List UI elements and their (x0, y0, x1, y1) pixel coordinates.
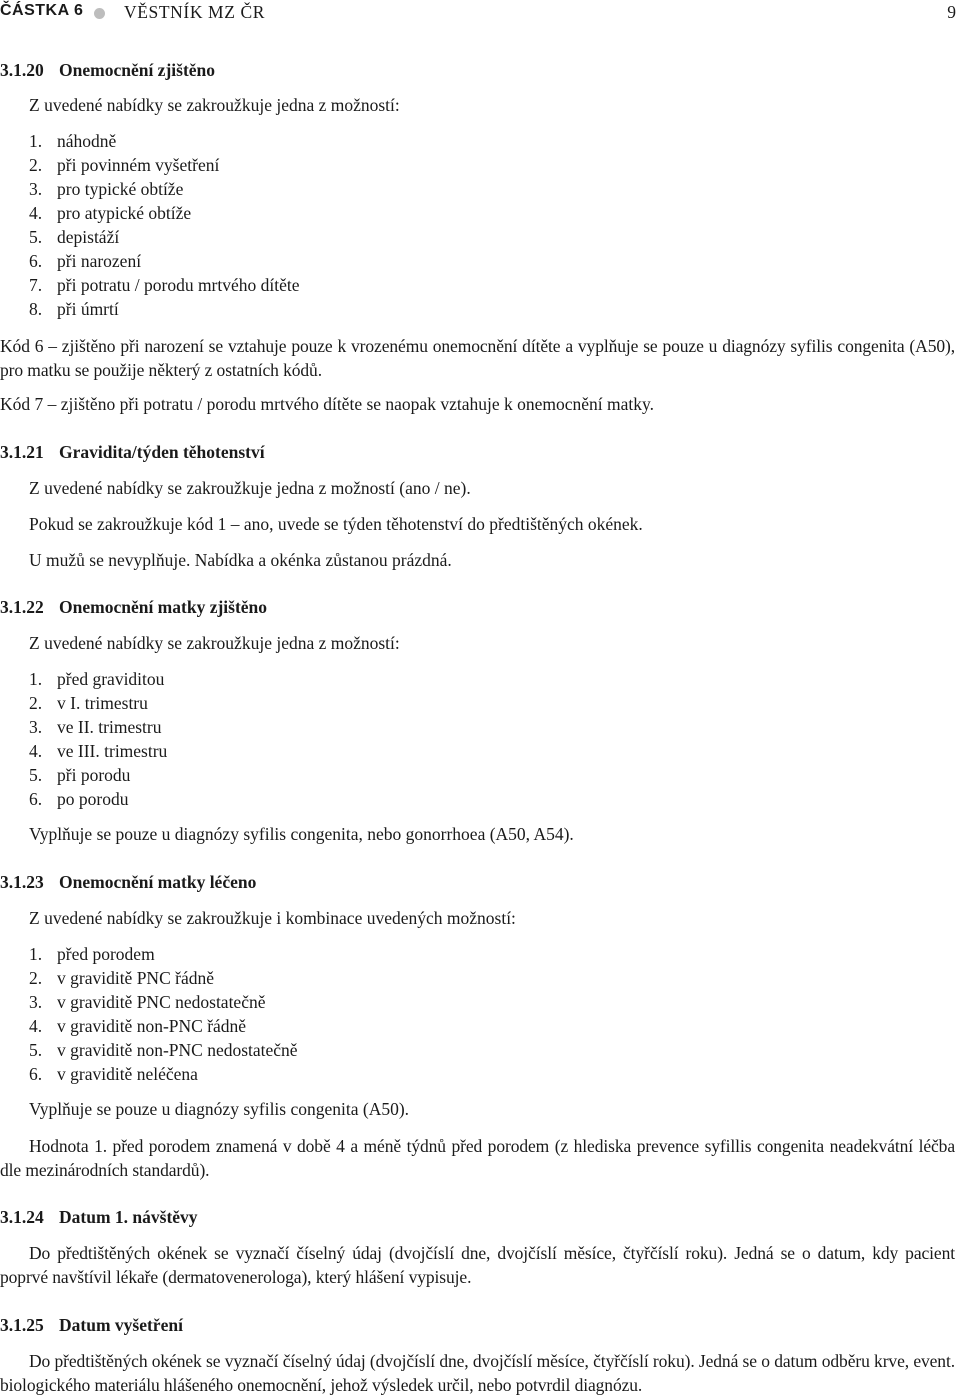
section-number: 3.1.20 (0, 60, 44, 80)
bullet-dot-icon (94, 8, 105, 19)
issue-label: ČÁSTKA 6 (0, 2, 84, 19)
list-item: 1. před graviditou (29, 669, 165, 689)
page-number: 9 (947, 2, 956, 22)
list-item: 3. ve II. trimestru (29, 717, 162, 737)
list-item: 2. v I. trimestru (29, 693, 148, 713)
section-heading-3-1-23 (0, 872, 256, 892)
list-item: 6. při narození (29, 251, 142, 271)
section-intro: Z uvedené nabídky se zakroužkuje i kombinace uvedených možností: (29, 908, 516, 928)
paragraph: Vyplňuje se pouze u diagnózy syfilis congenita, nebo gonorrhoea (A50, A54). (29, 824, 574, 844)
section-intro: Z uvedené nabídky se zakroužkuje jedna z možností: (29, 633, 400, 653)
section-title: Datum 1. návštěvy (59, 1207, 198, 1227)
paragraph: U mužů se nevyplňuje. Nabídka a okénka zůstanou prázdná. (29, 550, 452, 570)
section-heading-3-1-25 (0, 1315, 183, 1335)
section-title: Datum vyšetření (59, 1315, 183, 1335)
journal-title: VĚSTNÍK MZ ČR (124, 2, 265, 22)
list-item: 1. náhodně (29, 131, 117, 151)
section-title: Onemocnění matky zjištěno (59, 597, 268, 617)
list-item: 3. pro typické obtíže (29, 179, 184, 199)
section-heading-3-1-21 (0, 442, 265, 462)
list-item: 6. po porodu (29, 789, 129, 809)
section-heading-3-1-20 (0, 60, 215, 80)
section-intro: Z uvedené nabídky se zakroužkuje jedna z možností: (29, 95, 400, 115)
list-item: 2. v graviditě PNC řádně (29, 968, 214, 988)
list-item: 5. depistáží (29, 227, 120, 247)
paragraph: Do předtištěných okének se vyznačí číselný údaj (dvojčíslí dne, dvojčíslí měsíce, čtyřčíslí roku). Jedná se o datum, kdy pacient poprvé navštívil lékaře (dermatovenerologa), který hlášení vypisuje. (0, 1243, 955, 1287)
list-item: 4. ve III. trimestru (29, 741, 168, 761)
section-title: Gravidita/týden těhotenství (59, 442, 265, 462)
list-item: 6. v graviditě neléčena (29, 1064, 198, 1084)
list-item: 7. při potratu / porodu mrtvého dítěte (29, 275, 300, 295)
list-item: 5. při porodu (29, 765, 131, 785)
section-number: 3.1.23 (0, 872, 44, 892)
section-number: 3.1.21 (0, 442, 44, 462)
list-item: 5. v graviditě non-PNC nedostatečně (29, 1040, 298, 1060)
section-title: Onemocnění matky léčeno (59, 872, 257, 892)
list-item: 2. při povinném vyšetření (29, 155, 220, 175)
section-number: 3.1.24 (0, 1207, 44, 1227)
paragraph-code-7-note: Kód 7 – zjištěno při potratu / porodu mrtvého dítěte se naopak vztahuje k onemocnění matky. (0, 394, 654, 414)
section-title: Onemocnění zjištěno (59, 60, 216, 80)
list-item: 8. při úmrtí (29, 299, 119, 319)
running-header (0, 2, 960, 24)
list-item: 3. v graviditě PNC nedostatečně (29, 992, 266, 1012)
section-number: 3.1.25 (0, 1315, 44, 1335)
paragraph: Vyplňuje se pouze u diagnózy syfilis congenita (A50). (29, 1099, 410, 1119)
paragraph-value-1-note: Hodnota 1. před porodem znamená v době 4 a méně týdnů před porodem (z hlediska prevence syfillis congenita neadekvátní léčba dle mezinárodních standardů). (0, 1136, 955, 1180)
list-item: 4. pro atypické obtíže (29, 203, 192, 223)
paragraph-code-6-note: Kód 6 – zjištěno při narození se vztahuje pouze k vrozenému onemocnění dítěte a vyplňuje se pouze u diagnózy syfilis congenita (A50), pro matku se použije některý z ostatních kódů. (0, 336, 955, 380)
list-item: 4. v graviditě non-PNC řádně (29, 1016, 247, 1036)
paragraph: Z uvedené nabídky se zakroužkuje jedna z možností (ano / ne). (29, 478, 471, 498)
section-heading-3-1-22 (0, 597, 267, 617)
section-heading-3-1-24 (0, 1207, 198, 1227)
section-number: 3.1.22 (0, 597, 44, 617)
list-item: 1. před porodem (29, 944, 155, 964)
paragraph: Do předtištěných okének se vyznačí číselný údaj (dvojčíslí dne, dvojčíslí měsíce, čtyřčíslí roku). Jedná se o datum odběru krve, event. biologického materiálu hlášeného onemocnění, jehož výsledek určil, nebo potvrdil diagnózu. (0, 1351, 955, 1395)
paragraph: Pokud se zakroužkuje kód 1 – ano, uvede se týden těhotenství do předtištěných okének. (29, 514, 643, 534)
